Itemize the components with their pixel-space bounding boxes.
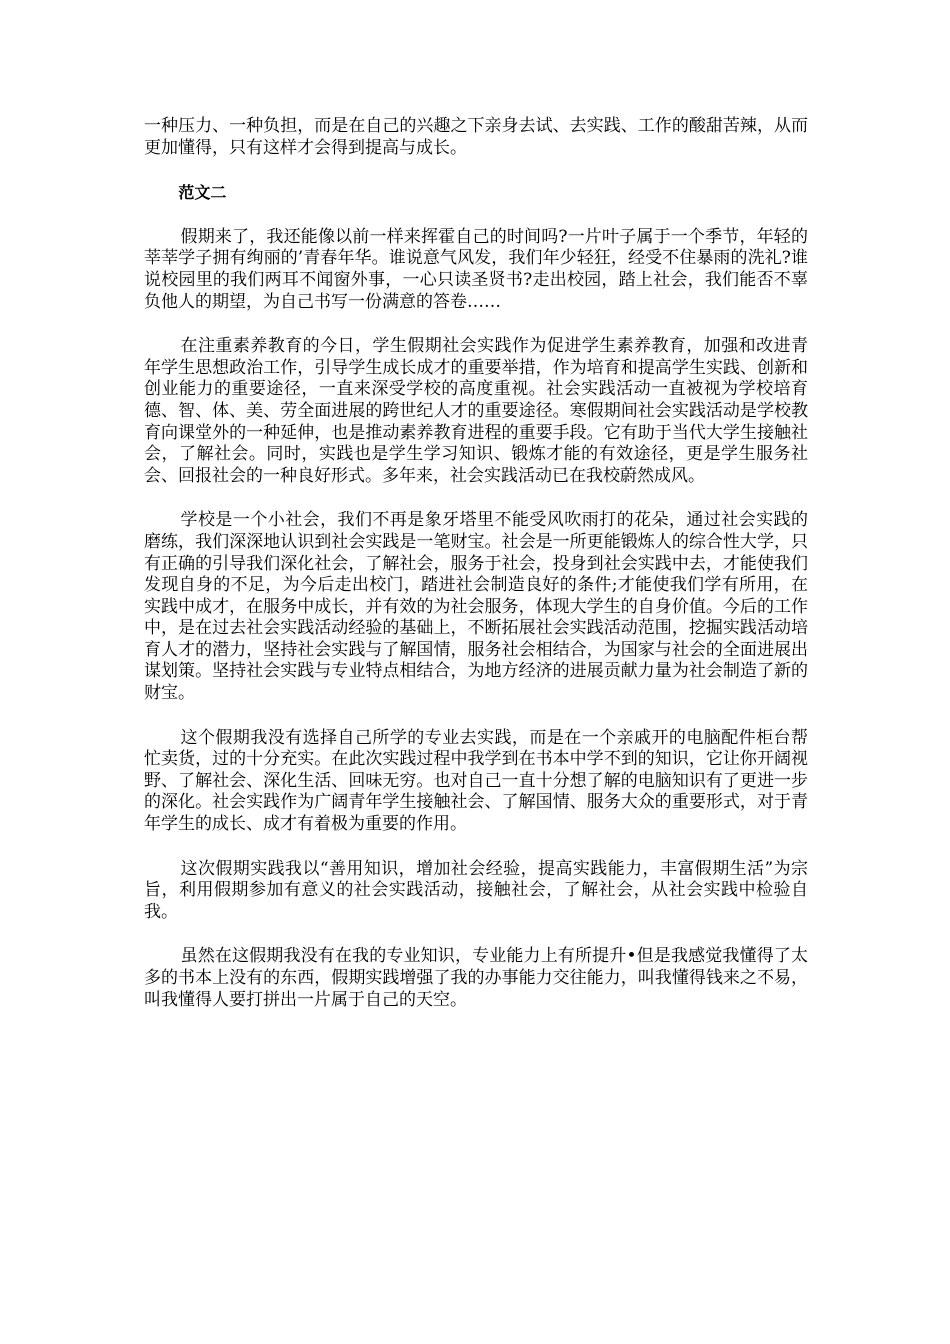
paragraph-6: 虽然在这假期我没有在我的专业知识，专业能力上有所提升•但是我感觉我懂得了太多的书本上没有的东西，假期实践增强了我的办事能力交往能力，叫我懂得钱来之不易，叫我懂得人要打拼出一片属于自己的天空。 — [144, 946, 808, 1010]
paragraph-2: 在注重素养教育的今日，学生假期社会实践作为促进学生素养教育，加强和改进青年学生思想政治工作，引导学生成长成才的重要举措，作为培育和提高学生实践、创新和创业能力的重要途径，一直来深受学校的高度重视。社会实践活动一直被视为学校培育德、智、体、美、劳全面进展的跨世纪人才的重要途径。寒假期间社会实践活动是学校教育向课堂外的一种延伸，也是推动素养教育进程的重要手段。它有助于当代大学生接触社会，了解社会。同时，实践也是学生学习知识、锻炼才能的有效途径，更是学生服务社会、回报社会的一种良好形式。多年来，社会实践活动已在我校蔚然成风。 — [144, 336, 808, 486]
paragraph-3: 学校是一个小社会，我们不再是象牙塔里不能受风吹雨打的花朵，通过社会实践的磨练，我们深深地认识到社会实践是一笔财宝。社会是一所更能锻炼人的综合性大学，只有正确的引导我们深化社会，了解社会，服务于社会，投身到社会实践中去，才能使我们发现自身的不足，为今后走出校门，踏进社会制造良好的条件;才能使我们学有所用，在实践中成才，在服务中成长，并有效的为社会服务，体现大学生的自身价值。今后的工作中，是在过去社会实践活动经验的基础上，不断拓展社会实践活动范围，挖掘实践活动培育人才的潜力，坚持社会实践与了解国情，服务社会相结合，为国家与社会的全面进展出谋划策。坚持社会实践与专业特点相结合，为地方经济的进展贡献力量为社会制造了新的财宝。 — [144, 510, 808, 704]
paragraph-4: 这个假期我没有选择自己所学的专业去实践，而是在一个亲戚开的电脑配件柜台帮忙卖货，过的十分充实。在此次实践过程中我学到在书本中学不到的知识，它让你开阔视野、了解社会、深化生活、回味无穷。也对自己一直十分想了解的电脑知识有了更进一步的深化。社会实践作为广阔青年学生接触社会、了解国情、服务大众的重要形式，对于青年学生的成长、成才有着极为重要的作用。 — [144, 727, 808, 835]
section-title: 范文二 — [178, 183, 227, 203]
paragraph-5: 这次假期实践我以“善用知识，增加社会经验，提高实践能力，丰富假期生活”为宗旨，利用假期参加有意义的社会实践活动，接触社会，了解社会，从社会实践中检验自我。 — [144, 858, 808, 922]
intro-continuation-paragraph: 一种压力、一种负担，而是在自己的兴趣之下亲身去试、去实践、工作的酸甜苦辣，从而更加懂得，只有这样才会得到提高与成长。 — [144, 116, 808, 158]
paragraph-1: 假期来了，我还能像以前一样来挥霍自己的时间吗?一片叶子属于一个季节，年轻的莘莘学子拥有绚丽的’青春年华。谁说意气风发，我们年少轻狂，经受不住暴雨的洗礼?谁说校园里的我们两耳不闻窗外事，一心只读圣贤书?走出校园，踏上社会，我们能否不辜负他人的期望，为自己书写一份满意的答卷…… — [144, 226, 808, 312]
document-page — [144, 116, 808, 1034]
